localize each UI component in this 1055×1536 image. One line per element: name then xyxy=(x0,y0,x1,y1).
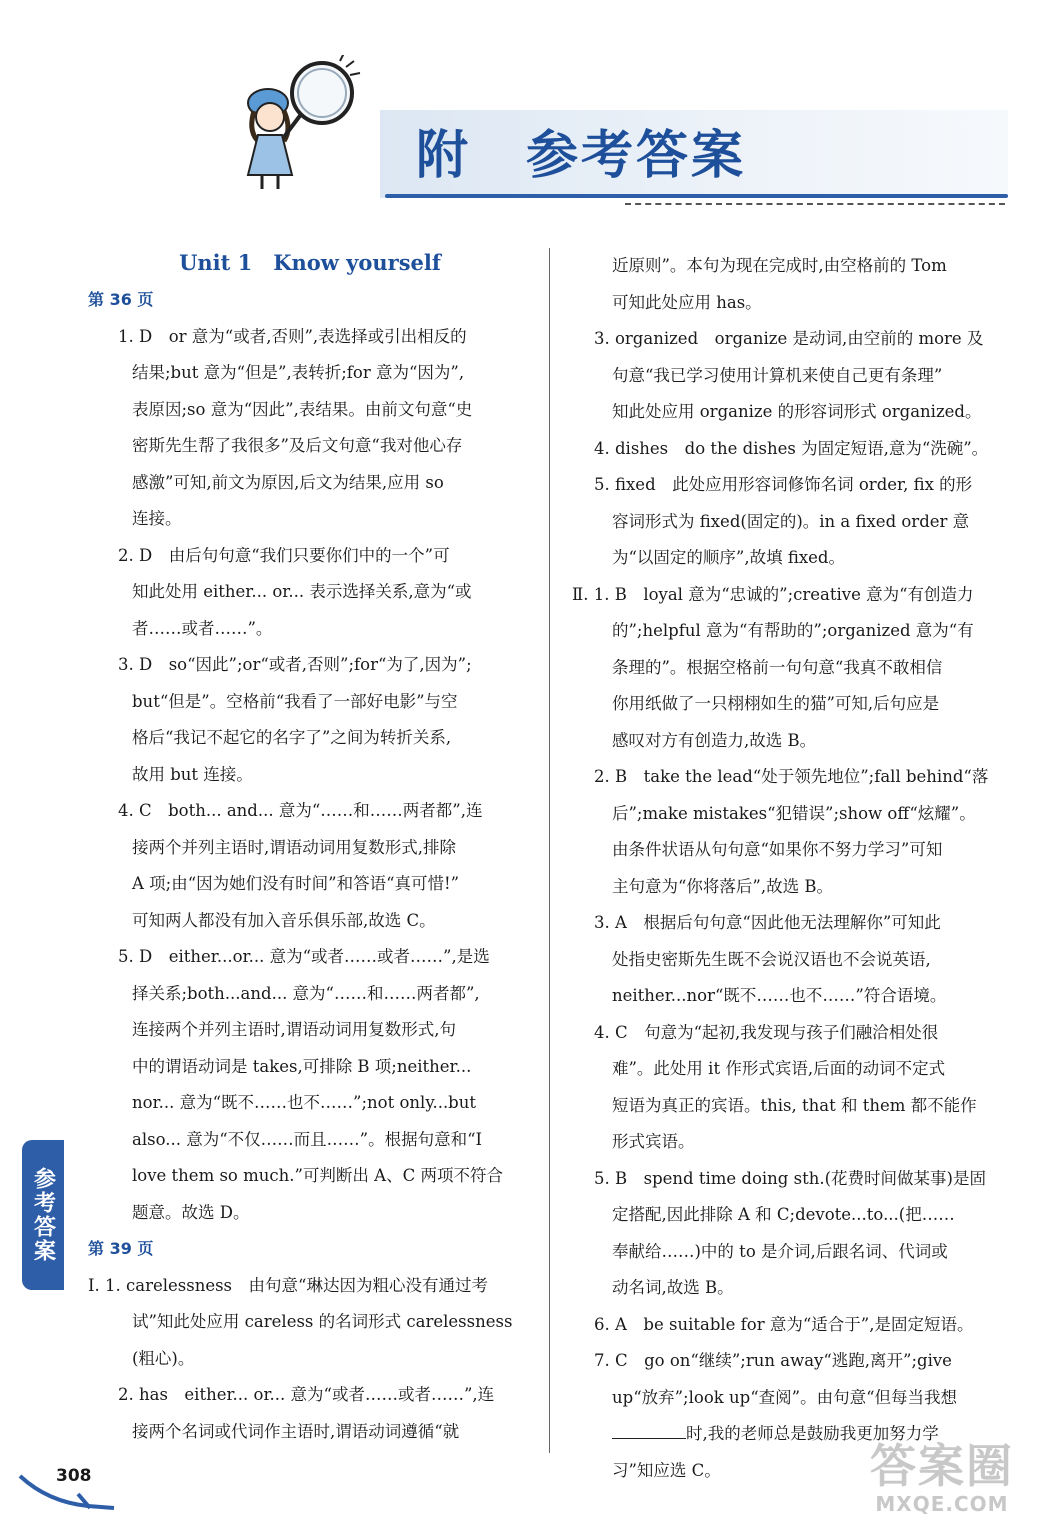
answer-line: 由条件状语从句句意“如果你不努力学习”可知 xyxy=(612,840,943,859)
answer-line: 为“以固定的顺序”,故填 fixed。 xyxy=(612,548,845,567)
watermark-url: MXQE.COM xyxy=(875,1492,1009,1516)
answer-line: 接两个并列主语时,谓语动词用复数形式,排除 xyxy=(132,837,456,857)
answer-line: 择关系;both...and... 意为“……和……两者都”, xyxy=(132,983,480,1003)
answer-line: 可知此处应用 has。 xyxy=(612,292,762,312)
answer-line: 知此处应用 organize 的形容词形式 organized。 xyxy=(612,402,982,421)
answer-line: 结果;but 意为“但是”,表转折;for 意为“因为”, xyxy=(132,363,465,382)
answer-line: 密斯先生帮了我很多”及后文句意“我对他心存 xyxy=(132,436,463,455)
answer-line: 3. D so“因此”;or“或者,否则”;for“为了,因为”; xyxy=(118,655,472,674)
answer-line: 连接两个并列主语时,谓语动词用复数形式,句 xyxy=(132,1020,456,1039)
answer-line: 容词形式为 fixed(固定的)。in a fixed order 意 xyxy=(612,511,970,531)
header-dashed-rule xyxy=(625,203,1005,205)
page-label-36: 第 36 页 xyxy=(88,290,154,309)
answer-line: (粗心)。 xyxy=(132,1348,195,1368)
answer-line: 4. dishes do the dishes 为固定短语,意为“洗碗”。 xyxy=(594,438,989,458)
answer-line: 2. B take the lead“处于领先地位”;fall behind“落 xyxy=(594,767,989,786)
fill-blank xyxy=(612,1422,686,1439)
answer-line: 知此处用 either... or... 表示选择关系,意为“或 xyxy=(132,582,472,601)
answer-line: 动名词,故选 B。 xyxy=(612,1278,734,1297)
answer-line: Ⅱ. 1. B loyal 意为“忠诚的”;creative 意为“有创造力 xyxy=(572,584,974,604)
answer-line: nor... 意为“既不……也不……”;not only...but xyxy=(132,1093,477,1112)
left-column xyxy=(88,248,532,1450)
answer-line: 5. B spend time doing sth.(花费时间做某事)是固 xyxy=(594,1168,986,1188)
answer-line: 连接。 xyxy=(132,509,182,528)
answer-line: 定搭配,因此排除 A 和 C;devote...to...(把…… xyxy=(612,1205,955,1224)
answer-line: 试”知此处应用 careless 的名词形式 carelessness xyxy=(132,1312,513,1331)
answer-line: 表原因;so 意为“因此”,表结果。由前文句意“史 xyxy=(132,399,473,419)
side-tab-label: 参考答案 xyxy=(30,1167,56,1263)
answer-line: 6. A be suitable for 意为“适合于”,是固定短语。 xyxy=(594,1314,974,1334)
answer-line: 奉献给……)中的 to 是介词,后跟名词、代词或 xyxy=(612,1241,948,1261)
answer-line: 3. organized organize 是动词,由空前的 more 及 xyxy=(594,329,984,348)
unit-title: Unit 1 Know yourself xyxy=(179,250,441,275)
answer-line: 感叹对方有创造力,故选 B。 xyxy=(612,730,817,750)
answer-line: 接两个名词或代词作主语时,谓语动词遵循“就 xyxy=(132,1421,460,1441)
answer-line: 你用纸做了一只栩栩如生的猫”可知,后句应是 xyxy=(612,694,940,713)
answer-line: 7. C go on“继续”;run away“逃跑,离开”;give xyxy=(594,1351,952,1370)
page-title: 附 参考答案 xyxy=(416,126,747,186)
answer-line: 句意“我已学习使用计算机来使自己更有条理” xyxy=(612,365,943,385)
answer-line: 者……或者……”。 xyxy=(132,618,273,638)
answer-line: 1. D or 意为“或者,否则”,表选择或引出相反的 xyxy=(118,326,467,346)
answer-line: 形式宾语。 xyxy=(612,1132,695,1151)
answer-line: 习”知应选 C。 xyxy=(612,1460,721,1480)
page-number: 308 xyxy=(56,1466,92,1486)
answer-line: Ⅰ. 1. carelessness 由句意“琳达因为粗心没有通过考 xyxy=(88,1275,488,1295)
answer-line: 4. C both... and... 意为“……和……两者都”,连 xyxy=(118,801,483,820)
answer-line: neither...nor“既不……也不……”符合语境。 xyxy=(612,986,947,1005)
answer-line: 4. C 句意为“起初,我发现与孩子们融洽相处很 xyxy=(594,1022,939,1042)
answer-line: 难”。此处用 it 作形式宾语,后面的动词不定式 xyxy=(612,1059,946,1078)
answer-line: 2. has either... or... 意为“或者……或者……”,连 xyxy=(118,1385,495,1404)
answer-line: up“放弃”;look up“查阅”。由句意“但每当我想 xyxy=(612,1387,958,1407)
answer-line: 时,我的老师总是鼓励我更加努力学 xyxy=(572,1416,1012,1453)
answer-line: 5. fixed 此处应用形容词修饰名词 order, fix 的形 xyxy=(594,475,973,494)
header-underline xyxy=(385,194,1008,198)
answer-line: but“但是”。空格前“我看了一部好电影”与空 xyxy=(132,691,458,711)
mascot-with-magnifier-icon xyxy=(240,55,365,195)
answer-line: 2. D 由后句句意“我们只要你们中的一个”可 xyxy=(118,545,450,565)
watermark xyxy=(870,1440,1014,1516)
answer-line: 5. D either...or... 意为“或者……或者……”,是选 xyxy=(118,947,490,966)
page-label-39: 第 39 页 xyxy=(88,1239,154,1258)
answer-line: love them so much.”可判断出 A、C 两项不符合 xyxy=(132,1166,503,1185)
answer-line: 处指史密斯先生既不会说汉语也不会说英语, xyxy=(612,949,931,969)
answer-line: 故用 but 连接。 xyxy=(132,764,253,784)
column-divider xyxy=(549,248,550,1453)
answer-line: 可知两人都没有加入音乐俱乐部,故选 C。 xyxy=(132,910,436,930)
right-column xyxy=(572,248,1012,1489)
answer-line: 主句意为“你将落后”,故选 B。 xyxy=(612,876,833,896)
answer-line: A 项;由“因为她们没有时间”和答语“真可惜!” xyxy=(132,874,460,893)
answer-line: 中的谓语动词是 takes,可排除 B 项;neither... xyxy=(132,1056,472,1076)
answer-line: 的”;helpful 意为“有帮助的”;organized 意为“有 xyxy=(612,621,974,640)
answer-line: also... 意为“不仅……而且……”。根据句意和“I xyxy=(132,1129,483,1149)
answer-line: 格后“我记不起它的名字了”之间为转折关系, xyxy=(132,728,452,747)
answer-line: 感激”可知,前文为原因,后文为结果,应用 so xyxy=(132,472,444,492)
answer-line: 题意。故选 D。 xyxy=(132,1202,250,1222)
side-tab xyxy=(22,1140,64,1290)
watermark-text: 答案圈 xyxy=(870,1439,1014,1493)
answer-line: 3. A 根据后句句意“因此他无法理解你”可知此 xyxy=(594,913,941,932)
answer-line: 条理的”。根据空格前一句句意“我真不敢相信 xyxy=(612,657,943,677)
answer-line: 近原则”。本句为现在完成时,由空格前的 Tom xyxy=(612,256,947,275)
answer-line: 短语为真正的宾语。this, that 和 them 都不能作 xyxy=(612,1095,977,1115)
answer-line: 后”;make mistakes“犯错误”;show off“炫耀”。 xyxy=(612,803,976,823)
